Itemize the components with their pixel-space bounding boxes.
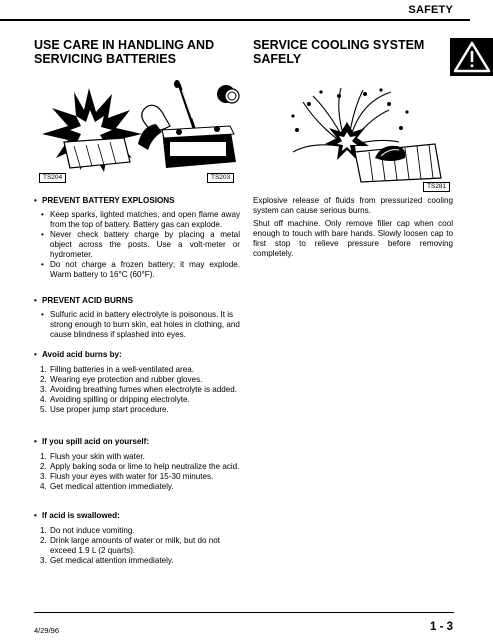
explosions-list	[34, 210, 240, 280]
avoid-list	[34, 365, 240, 415]
figure-code-ts281: TS281	[423, 182, 450, 192]
warning-tab	[450, 38, 493, 76]
list-item: 4. Avoiding spilling or dripping electrolyte.	[40, 395, 190, 404]
radiator-icon	[355, 144, 441, 182]
list-item: 2. Apply baking soda or lime to help neutralize the acid.	[40, 462, 240, 471]
cooling-para-1: Explosive release of fluids from pressurized cooling system can cause serious burns.	[253, 196, 453, 215]
list-item: 1. Flush your skin with water.	[40, 452, 145, 461]
list-item: 1. Do not induce vomiting.	[40, 526, 135, 535]
list-item: 3. Flush your eyes with water for 15-30 minutes.	[40, 472, 214, 481]
figure-code-ts204: TS204	[39, 173, 66, 183]
cooling-illustration	[285, 82, 455, 184]
list-item: 3. Avoiding breathing fumes when electrolyte is added.	[40, 385, 238, 394]
explosions-title: • PREVENT BATTERY EXPLOSIONS	[34, 196, 240, 206]
cooling-heading	[253, 38, 448, 66]
battery-heading	[34, 38, 244, 66]
list-item: • Keep sparks, lighted matches, and open flame away from the top of battery. Battery gas can explode.	[34, 210, 240, 230]
avoid-title: • Avoid acid burns by:	[34, 350, 240, 360]
figure-code-ts203: TS203	[207, 173, 234, 183]
spill-title: • If you spill acid on yourself:	[34, 437, 240, 447]
page-number: 1 - 3	[429, 621, 453, 633]
swallowed-list	[34, 526, 240, 566]
cooling-heading-line1: SERVICE COOLING SYSTEM	[253, 38, 425, 52]
list-item: 3. Get medical attention immediately.	[40, 556, 174, 565]
header-rule	[0, 19, 470, 21]
acid-title: • PREVENT ACID BURNS	[34, 296, 240, 306]
spill-list	[34, 452, 240, 492]
spill-section	[34, 437, 240, 492]
battery-heading-line2: SERVICING BATTERIES	[34, 52, 176, 66]
footer-date: 4/29/96	[34, 626, 60, 635]
swallowed-section	[34, 511, 240, 566]
swallowed-title: • If acid is swallowed:	[34, 511, 240, 521]
battery-illustration	[34, 80, 264, 180]
explosions-section	[34, 196, 240, 280]
cooling-para-2: Shut off machine. Only remove filler cap when cool enough to touch with bare hands. Slowly loosen cap to first stop to relieve pressure before removing completely.	[253, 219, 453, 258]
acid-section	[34, 296, 240, 340]
list-item: 4. Get medical attention immediately.	[40, 482, 174, 491]
list-item: 2. Wearing eye protection and rubber gloves.	[40, 375, 203, 384]
list-item: 2. Drink large amounts of water or milk, but do not exceed 1.9 L (2 quarts).	[40, 536, 221, 555]
footer-rule	[34, 612, 454, 613]
cooling-heading-line2: SAFELY	[253, 52, 302, 66]
list-item: 5. Use proper jump start procedure.	[40, 405, 169, 414]
acid-list	[34, 310, 240, 340]
list-item: • Sulfuric acid in battery electrolyte is poisonous. It is strong enough to burn skin, eat holes in clothing, and cause blindness if splashed into eyes.	[34, 310, 240, 340]
battery-heading-line1: USE CARE IN HANDLING AND	[34, 38, 215, 52]
list-item: • Do not charge a frozen battery; it may explode. Warm battery to 16°C (60°F).	[34, 260, 240, 280]
warning-triangle-icon	[450, 38, 493, 76]
list-item: • Never check battery charge by placing a metal object across the posts. Use a volt-meter or hydrometer.	[34, 230, 240, 260]
avoid-section	[34, 350, 240, 415]
exploding-battery-icon	[64, 138, 130, 168]
list-item: 1. Filling batteries in a well-ventilated area.	[40, 365, 194, 374]
battery-hydrometer-icon	[138, 80, 239, 168]
section-title: SAFETY	[408, 4, 453, 16]
